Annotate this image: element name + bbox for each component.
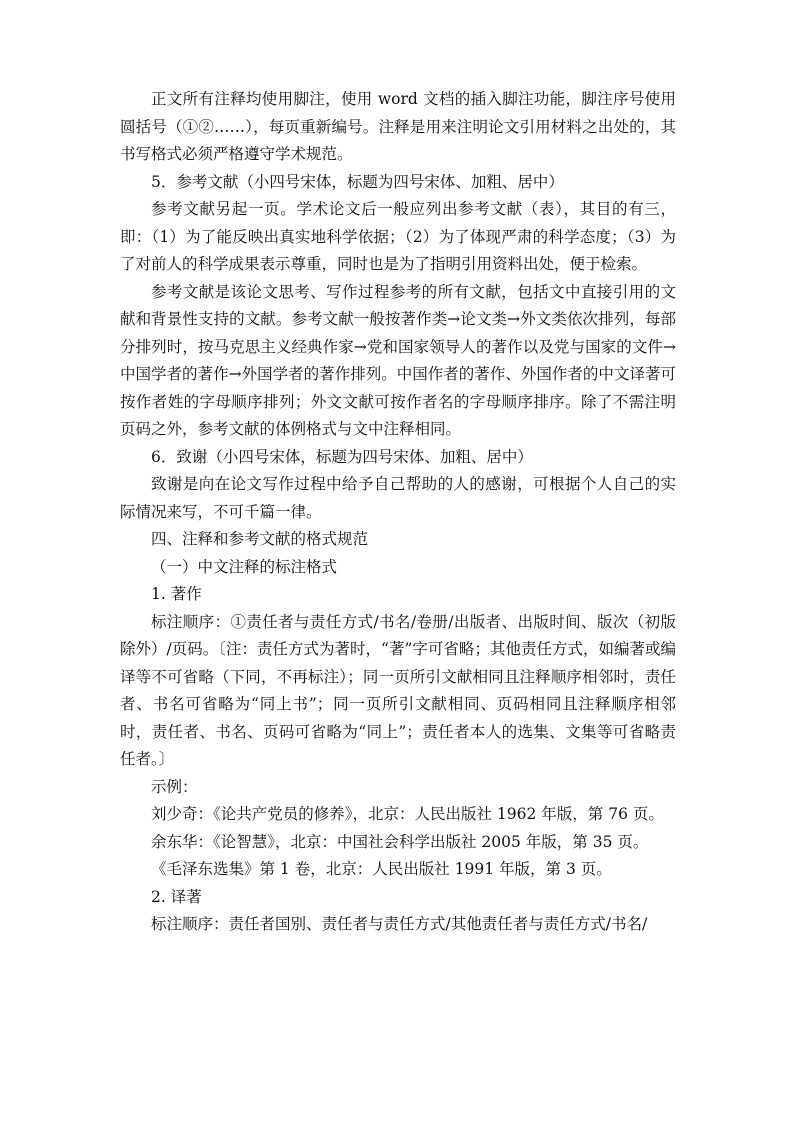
subsection-heading-chinese-notes: （一）中文注释的标注格式 [151,557,338,576]
item-heading-translations: 2. 译著 [151,887,202,906]
paragraph-references-order: 参考文献是该论文思考、写作过程参考的所有文献，包括文中直接引用的文献和背景性支持的文献。参考文献一般按著作类→论文类→外文类依次排列，每部分排列时，按马克思主义经典作家→党和国家领导人的著作以及党与国家的文件→中国学者的著作→外国学者的著作排列。中国作者的著作、外国作者的中文译著可按作者姓的字母顺序排列；外文文献可按作者名的字母顺序排序。除了不需注明页码之外，参考文献的体例格式与文中注释相同。 [120,282,676,438]
example-entry: 《毛泽东选集》第 1 卷，北京：人民出版社 1991 年版，第 3 页。 [151,860,612,878]
heading-references: 5．参考文献（小四号宋体，标题为四号宋体、加粗、居中） [151,172,564,191]
section-heading-citation-format: 四、注释和参考文献的格式规范 [151,530,369,548]
example-entry: 刘少奇：《论共产党员的修养》，北京：人民出版社 1962 年版，第 76 页。 [151,805,664,823]
heading-acknowledgements: 6．致谢（小四号宋体，标题为四号宋体、加粗、居中） [151,447,533,466]
paragraph-references-purpose: 参考文献另起一页。学术论文后一般应列出参考文献（表），其目的有三，即：（1）为了能反映出真实地科学依据；（2）为了体现严肃的科学态度；（3）为了对前人的科学成果表示尊重，同时也是为了指明引用资料出处，便于检索。 [120,200,676,273]
example-label: 示例： [151,777,198,796]
paragraph-footnote-rules: 正文所有注释均使用脚注，使用 word 文档的插入脚注功能，脚注序号使用圆括号（①②……），每页重新编号。注释是用来注明论文引用材料之出处的，其书写格式必须严格遵守学术规范。 [120,90,676,163]
example-entry: 余东华：《论智慧》，北京：中国社会科学出版社 2005 年版，第 35 页。 [151,832,649,851]
document-body [120,86,676,939]
item-heading-books: 1. 著作 [151,585,202,603]
paragraph-books-order: 标注顺序：①责任者与责任方式/书名/卷册/出版者、出版时间、版次（初版除外）/页码。〔注：责任方式为著时，“著”字可省略；其他责任方式，如编著或编译等不可省略（下同，不再标注）；同一页所引文献相同且注释顺序相邻时，责任者、书名可省略为“同上书”；同一页所引文献相同、页码相同且注释顺序相邻时，责任者、书名、页码可省略为“同上”；责任者本人的选集、文集等可省略责任者。〕 [120,612,676,768]
paragraph-translations-order: 标注顺序：责任者国别、责任者与责任方式/其他责任者与责任方式/书名/ [151,915,648,933]
paragraph-acknowledgements: 致谢是向在论文写作过程中给予自己帮助的人的感谢，可根据个人自己的实际情况来写，不可千篇一律。 [120,475,676,521]
